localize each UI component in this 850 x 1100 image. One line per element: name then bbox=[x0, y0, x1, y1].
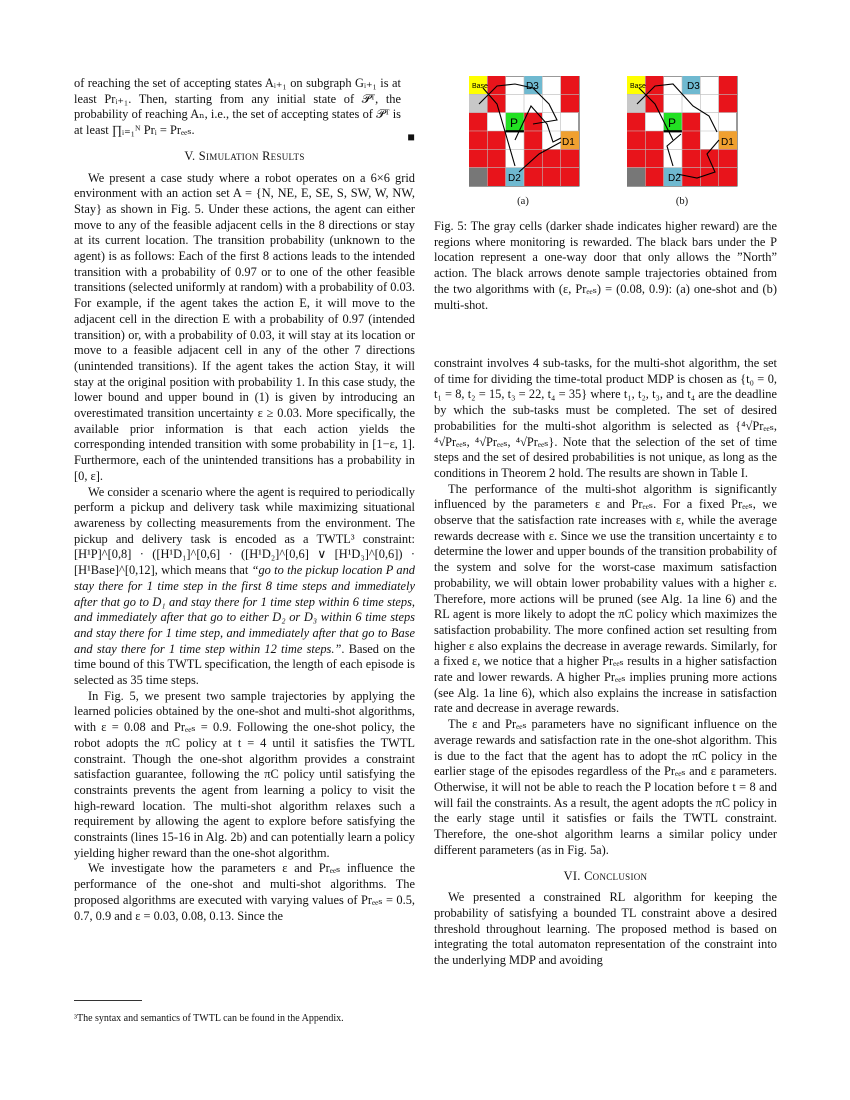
d2-label: D2 bbox=[668, 173, 681, 184]
d2-label: D2 bbox=[508, 173, 521, 184]
paragraph: We investigate how the parameters ε and Prₑₑₛ influence the performance of the one-shot and multi-shot algorithms. The proposed algorithms are executed with varying values of Prₑₑₛ = 0.5, 0.7, 0.9 and ε = 0.03, 0.08, 0.13. Since the bbox=[74, 861, 415, 923]
one-way-door bbox=[506, 130, 524, 132]
section-title-conclusion: VI. Conclusion bbox=[563, 868, 648, 883]
grid-figure-a bbox=[469, 76, 581, 188]
paragraph-text: . Based on the time bound of this TWTL specification, the length of each episode is selected as 35 time steps. bbox=[74, 641, 416, 688]
left-column bbox=[74, 76, 415, 924]
d1-label: D1 bbox=[562, 137, 575, 148]
section-title-simulation: V. Simulation Results bbox=[184, 148, 305, 163]
p-label: P bbox=[510, 116, 519, 130]
d3-label: D3 bbox=[526, 81, 539, 92]
d1-label: D1 bbox=[721, 137, 734, 148]
p-label: P bbox=[668, 116, 677, 130]
paragraph: The ε and Prₑₑₛ parameters have no significant influence on the average rewards and satisfaction rate in the one-shot algorithm. This is due to the fact that the agent has to adopt the πC policy in the earlier stage of the episodes regardless of the Prₑₑₛ and ε parameters. Otherwise, it will not be able to reach the P location before t = 8 and will fail the constraints. As a result, the agent adopts the πC policy in the early stage until it satisfies or fails the TWTL constraint. Therefore, the one-shot algorithm learns a similar policy under different parameters (as in Fig. 5a). bbox=[434, 717, 777, 857]
qed-symbol: ■ bbox=[407, 130, 415, 144]
paragraph: The performance of the multi-shot algorithm is significantly influenced by the parameters ε and Prₑₑₛ. For a fixed Prₑₑₛ, we observe that the satisfaction rate increases with ε, while the average rewards decrease with ε. Since we use the transition uncertainty ε to determine the lower and upper bounds of the transition probability of the system and solve for the worst-case maximum satisfaction probability, we will obtain lower probability values with a higher ε. Therefore, more actions will be pruned (see Alg. 1a line 6) and the RL agent is more likely to adopt the πC policy which maximizes the satisfaction probability. The more confined action set resulting from higher ε also explains the decrease in average rewards. Similarly, for a fixed ε, we notice that a higher Prₑₑₛ results in a higher satisfaction rate and lower rewards. A higher Prₑₑₛ implies pruning more actions (see Alg. 1a line 6), which also explains the increase in satisfaction rate and decrease in average rewards. bbox=[434, 481, 777, 716]
base-label: Base bbox=[472, 83, 488, 90]
paragraph bbox=[74, 485, 415, 689]
one-way-door bbox=[664, 130, 682, 132]
footnote-rule bbox=[74, 1000, 142, 1001]
footnote: ³The syntax and semantics of TWTL can be found in the Appendix. bbox=[74, 1013, 344, 1024]
paragraph: We present a case study where a robot operates on a 6×6 grid environment with an action set A = {N, NE, E, SE, S, SW, W, NW, Stay} as shown in Fig. 5. Under these actions, the agent can either move to any of the feasible adjacent cells in the 8 directions or stay at its current location. The transition probability (unknown to the agent) is as follows: Each of the first 8 actions leads to the intended transition with a probability of 0.97 or to one of the other feasible transitions (selected uniformly at random) with a probability of 0.03. For example, if the agent takes the action E, it will move to the adjacent cell in the direction E with a probability of 0.97 (intended transition) or, with a probability of 0.03, it will stay at its location or move to a feasible adjacent cell in any of the other 7 directions (unintended transitions). If the agent takes the action Stay, it will stay at the original position with probability 1. In this case study, the lower bound and upper bound in (1) is given by introducing an overestimated transition uncertainty ε ≥ 0.03. More specifically, the available prior information is that each action yields the corresponding intended transition with some probability in [1−ε, 1]. Furthermore, each of the unintended transitions has a probability in [0, ε]. bbox=[74, 170, 416, 483]
paragraph-text: We consider a scenario where the agent is required to periodically perform a pickup and delivery task while maximizing situational awareness by collecting measurements from the environment. The pickup and delivery task is encoded as a TWTL³ constraint: [H¹P]^[0,8] · ([H¹D₁]^[0,6] · ([H¹D₂]^[0,6] ∨ [H¹D₃]^[0,6]) · [H¹Base]^[0,12], which means that bbox=[74, 484, 415, 578]
paragraph: We presented a constrained RL algorithm for keeping the probability of satisfying a bounded TL constraint above a desired threshold throughout learning. The proposed method is based on integrating the total automaton representation of the constraint into the underlying MDP and avoiding bbox=[434, 890, 777, 968]
d3-label: D3 bbox=[687, 81, 700, 92]
figure-label-a: (a) bbox=[517, 196, 529, 207]
figure-caption: Fig. 5: The gray cells (darker shade indicates higher reward) are the regions where monitoring is rewarded. The black bars under the P location represent a one-way door that only allows the ”North” action. The black arrows denote sample trajectories obtained from the two algorithms with (ε, Prₑₑₛ) = (0.08, 0.9): (a) one-shot and (b) multi-shot. bbox=[434, 219, 777, 312]
grid-figure-b bbox=[627, 76, 739, 188]
intro-paragraph: of reaching the set of accepting states Aᵢ₊₁ on subgraph Gᵢ₊₁ is at least Prᵢ₊₁. Then, starting from any initial state of 𝒫ᵀ, the probability of reaching Aₙ, i.e., the set of accepting states of 𝒫ᵀ is at least ∏ᵢ₌₁ᴺ Prᵢ = Prₑₑₛ. bbox=[74, 76, 401, 138]
figure-label-b: (b) bbox=[675, 196, 689, 207]
base-label: Base bbox=[630, 83, 646, 90]
right-column bbox=[434, 356, 777, 969]
quote-text: “go to the pickup location P and stay there for 1 time step in the first 8 time steps and immediately after that go to D₁ and stay there for 1 time step within 6 time steps, and immediately after that go to either D₂ or D₃ within 6 time steps and stay there for 1 time step, and immediately after that go to Base and stay there for 1 time step within 12 time steps.” bbox=[74, 563, 415, 656]
paragraph: In Fig. 5, we present two sample trajectories by applying the learned policies obtained by the one-shot and multi-shot algorithms, with ε = 0.08 and Prₑₑₛ = 0.9. Following the one-shot policy, the robot adopts the πC policy at t = 4 until it satisfies the TWTL constraint. Though the one-shot algorithm provides a constraint satisfaction guarantee, following the πC policy until satisfying the constraints prevents the agent from learning a policy to visit the high-reward location. The multi-shot algorithm relaxes such a requirement by allowing the agent to explore before satisfying the constraints (lines 15-16 in Alg. 2b) and can potentially learn a policy yielding higher reward than the one-shot algorithm. bbox=[74, 688, 415, 860]
paragraph: constraint involves 4 sub-tasks, for the multi-shot algorithm, the set of time for dividing the time-total product MDP is chosen as {t₀ = 0, t₁ = 8, t₂ = 15, t₃ = 22, t₄ = 35} where t₁, t₂, t₃, and t₄ are the deadline by which the sub-tasks must be completed. The set of desired probabilities for the multi-shot algorithm is selected as {⁴√Prₑₑₛ, ⁴√Prₑₑₛ, ⁴√Prₑₑₛ, ⁴√Prₑₑₛ}. Note that the selection of the set of time steps and the set of desired probabilities is not unique, as long as the conditions in Theorem 2 hold. The results are shown in Table I. bbox=[434, 356, 777, 480]
